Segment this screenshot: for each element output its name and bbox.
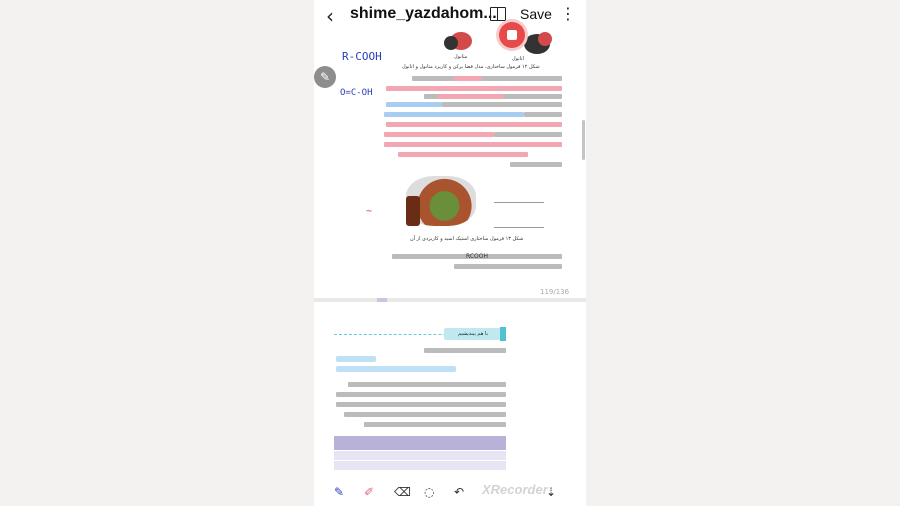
xrecorder-watermark: XRecorder [482, 482, 548, 497]
table-row [334, 451, 506, 460]
acetic-acid-structure [494, 202, 544, 228]
text-line [348, 382, 506, 387]
scrollbar-thumb[interactable] [582, 120, 585, 160]
right-letterbox [586, 0, 900, 506]
table-row [334, 461, 506, 470]
methanol-label: متانول [454, 54, 468, 60]
top-app-bar [314, 0, 586, 30]
text-line [344, 412, 506, 417]
book-view-icon[interactable] [490, 7, 506, 21]
text-line [494, 132, 562, 137]
left-letterbox [0, 0, 314, 506]
vinegar-bottle [406, 196, 420, 226]
text-line [524, 112, 562, 117]
highlight-pink [386, 86, 562, 91]
document-title: shime_yazdahom... [350, 5, 497, 22]
edit-pencil-fab[interactable]: ✎ [314, 66, 336, 88]
highlight-pink [386, 122, 562, 127]
drawing-toolbar [314, 480, 586, 506]
general-formula: RCOOH [466, 253, 489, 260]
undo-icon[interactable]: ↶ [454, 485, 465, 499]
text-line [336, 402, 506, 407]
chemical-formula-1 [336, 356, 376, 362]
ethanol-oxygen [538, 32, 552, 46]
ethanol-label: اتانول [512, 56, 524, 62]
highlighter-icon[interactable]: ✐ [364, 485, 375, 499]
text-line [454, 264, 562, 269]
page-indicator: 119/136 [540, 288, 570, 296]
text-insert-icon[interactable]: ⇣ [546, 485, 557, 499]
methanol-carbon [444, 36, 458, 50]
text-line [424, 348, 506, 353]
solubility-table [334, 436, 506, 450]
handwritten-carboxyl: O=C-OH [340, 88, 373, 98]
handwritten-rcooh: R-COOH [342, 50, 382, 63]
highlight-pink [454, 76, 482, 81]
pdf-page-2[interactable] [314, 302, 586, 480]
lasso-icon[interactable]: ◌ [424, 485, 435, 499]
highlight-pink [384, 142, 562, 147]
record-button[interactable] [499, 22, 525, 48]
figure-12-caption: شکل ۱۲ فرمول ساختاری، مدل فضا پرکن و کاربرد متانول و اتانول [402, 64, 540, 70]
more-options-icon[interactable]: ⋮ [560, 4, 576, 23]
pen-icon[interactable]: ✎ [334, 485, 345, 499]
text-line [412, 76, 562, 81]
text-line [364, 422, 506, 427]
highlight-pink [384, 132, 494, 137]
highlight-blue [384, 112, 524, 117]
eraser-icon[interactable]: ⌫ [394, 485, 411, 499]
pdf-page-1[interactable] [314, 30, 586, 298]
handwritten-scribble: ~ [366, 206, 373, 217]
back-arrow-icon[interactable]: ‹ [326, 4, 334, 28]
highlight-pink [398, 152, 528, 157]
save-button[interactable]: Save [520, 6, 552, 22]
text-line [442, 102, 562, 107]
highlight-pink [438, 94, 504, 99]
text-line [336, 392, 506, 397]
chemical-formula-2 [336, 366, 456, 372]
section-tag-accent [500, 327, 506, 341]
highlight-blue [386, 102, 442, 107]
text-line [510, 162, 562, 167]
figure-13-caption: شکل ۱۳ فرمول ساختاری استیک اسید و کاربردی از آن [410, 236, 524, 242]
phone-screen [314, 0, 586, 506]
section-tag: با هم بیندیشیم [444, 328, 502, 340]
